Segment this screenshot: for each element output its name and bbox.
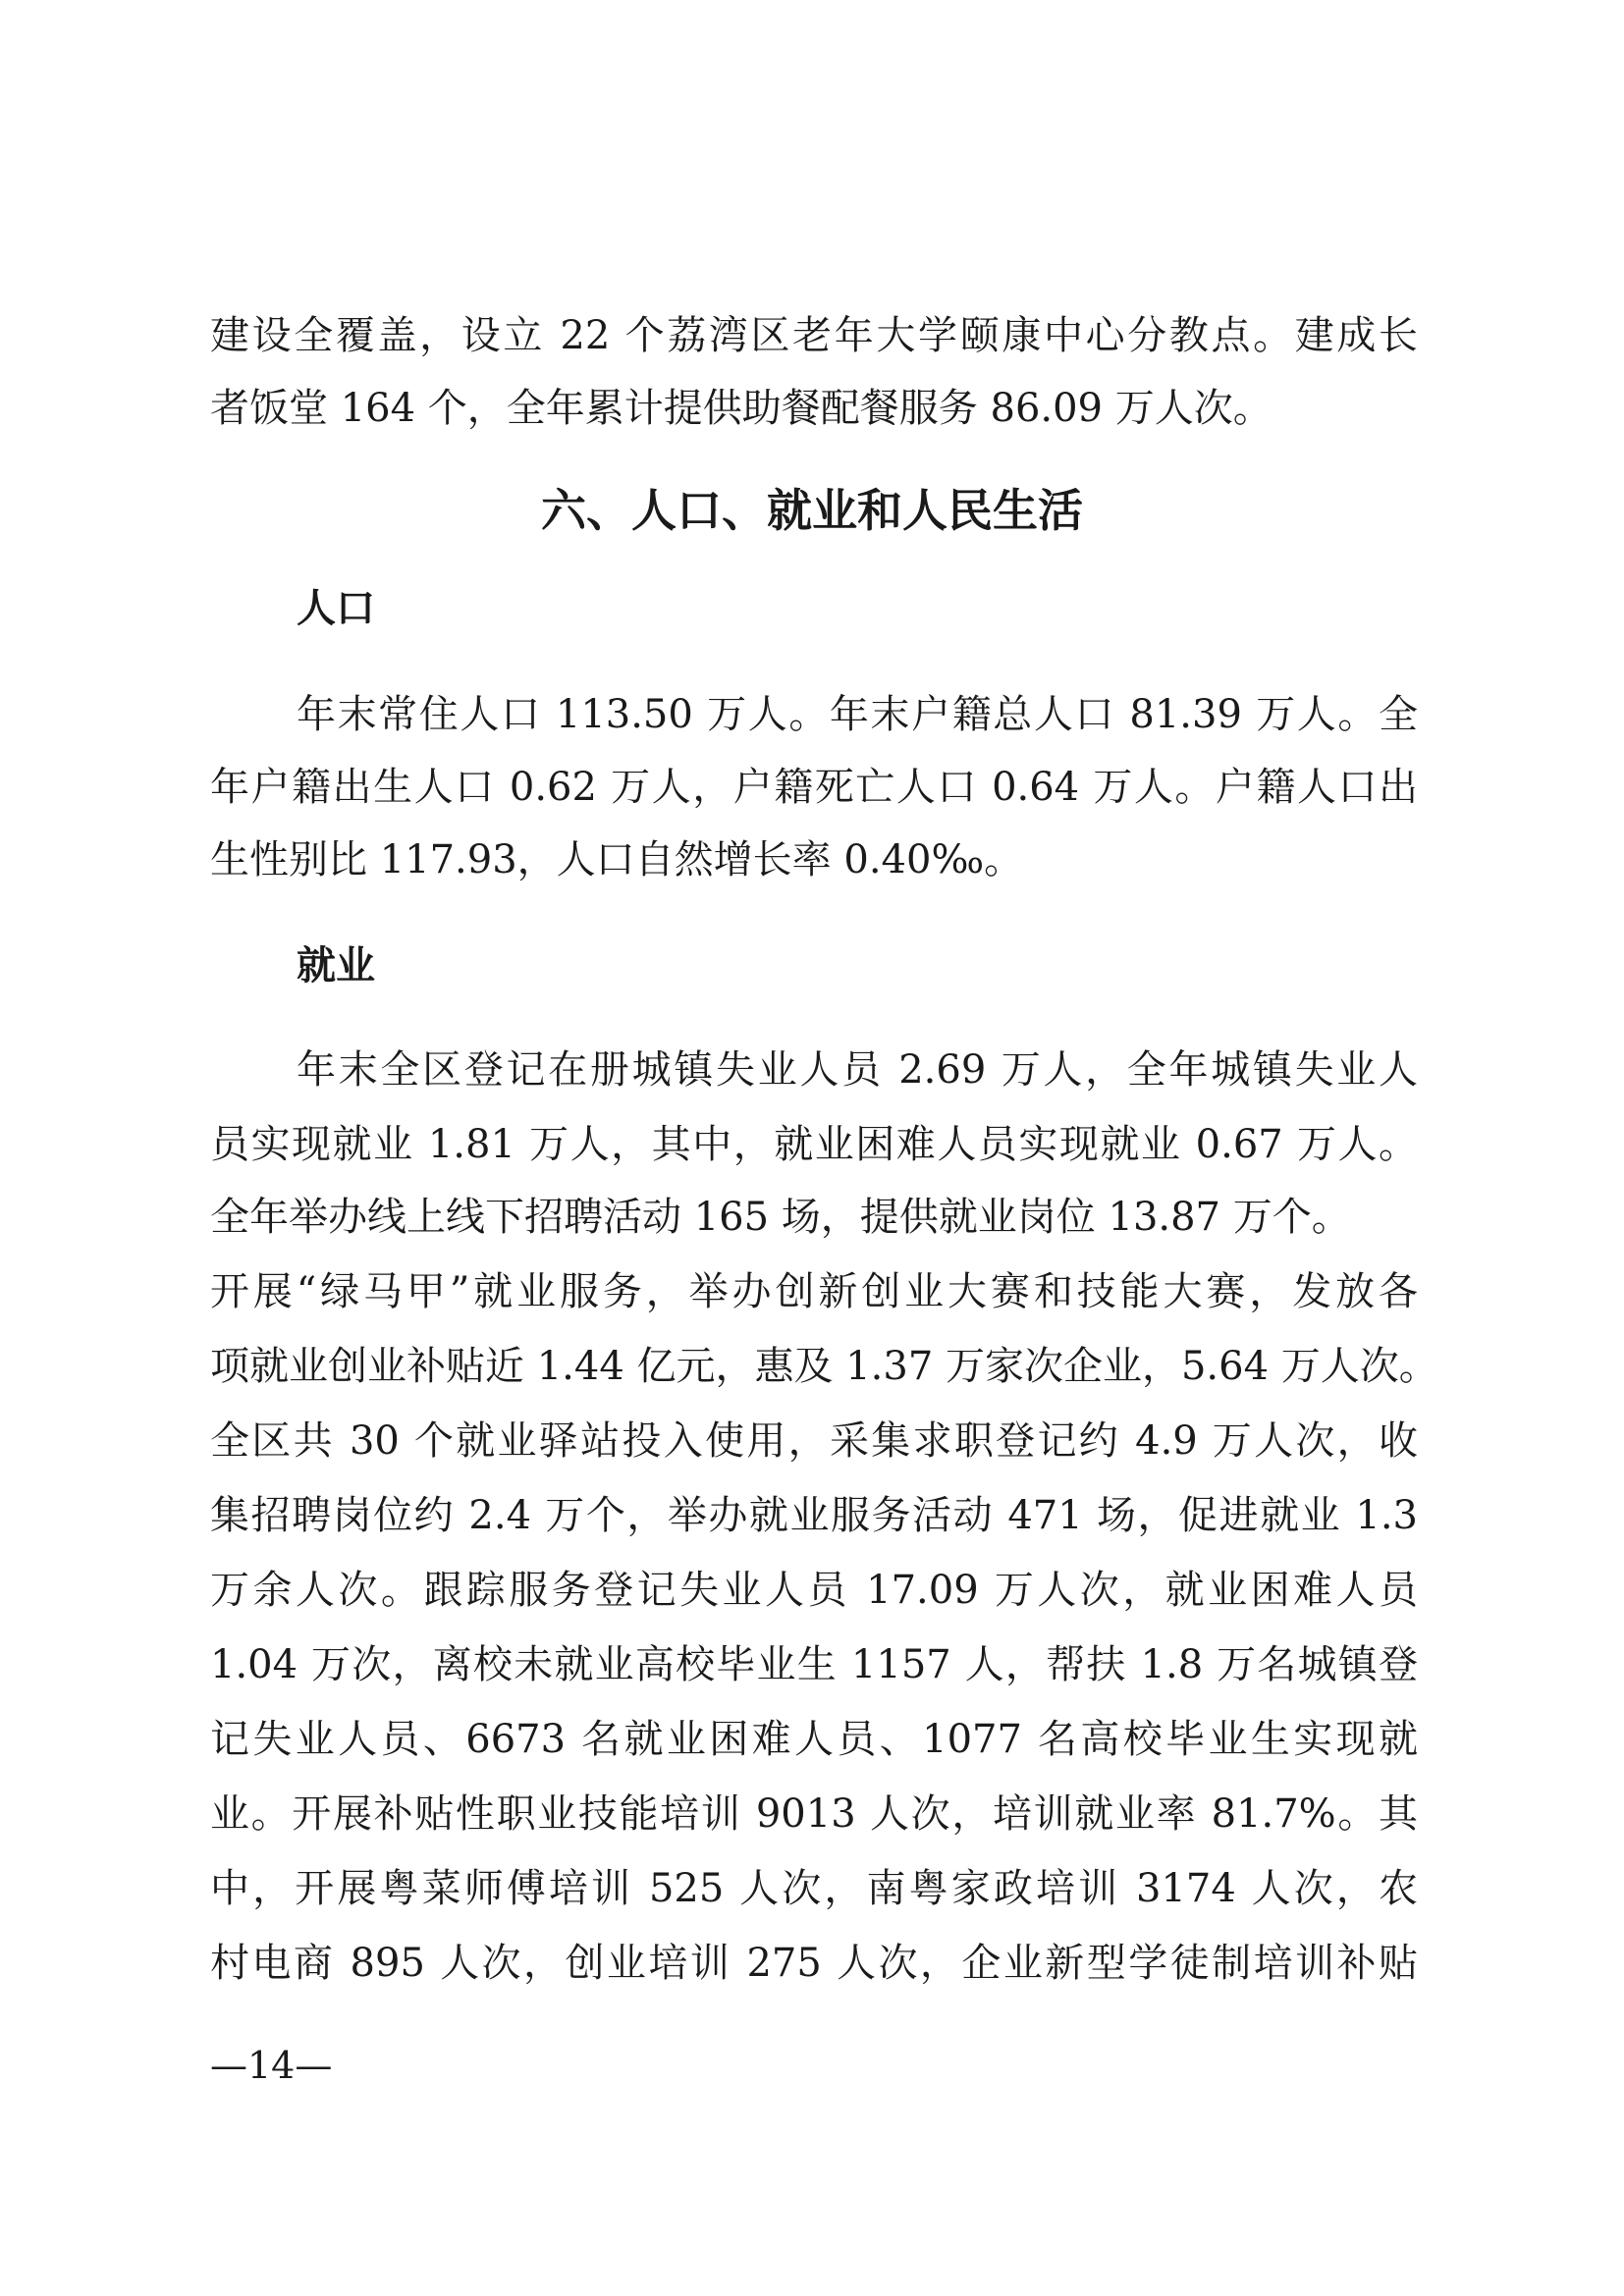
body-line: 开展“绿马甲”就业服务，举办创新创业大赛和技能大赛，发放各 <box>210 1269 1418 1314</box>
body-line: 1.04 万次，离校未就业高校毕业生 1157 人，帮扶 1.8 万名城镇登 <box>210 1642 1418 1687</box>
body-line: 全年举办线上线下招聘活动 165 场，提供就业岗位 13.87 万个。 <box>210 1195 1351 1240</box>
body-line: 中，开展粤菜师傅培训 525 人次，南粤家政培训 3174 人次，农 <box>210 1866 1418 1911</box>
subheading-employment: 就业 <box>297 943 375 988</box>
body-line: 年末常住人口 113.50 万人。年末户籍总人口 81.39 万人。全 <box>297 692 1418 737</box>
body-line: 业。开展补贴性职业技能培训 9013 人次，培训就业率 81.7%。其 <box>210 1791 1418 1837</box>
body-line: 项就业创业补贴近 1.44 亿元，惠及 1.37 万家次企业，5.64 万人次。 <box>210 1344 1438 1389</box>
subheading-population: 人口 <box>297 586 375 631</box>
body-line: 员实现就业 1.81 万人，其中，就业困难人员实现就业 0.67 万人。 <box>210 1122 1418 1167</box>
body-line: 年户籍出生人口 0.62 万人，户籍死亡人口 0.64 万人。户籍人口出 <box>210 765 1418 810</box>
body-line: 村电商 895 人次，创业培训 275 人次，企业新型学徒制培训补贴 <box>210 1941 1418 1986</box>
body-line: 生性别比 117.93，人口自然增长率 0.40‰。 <box>210 837 1024 882</box>
body-line: 全区共 30 个就业驿站投入使用，采集求职登记约 4.9 万人次，收 <box>210 1418 1418 1464</box>
body-line: 集招聘岗位约 2.4 万个，举办就业服务活动 471 场，促进就业 1.3 <box>210 1493 1418 1538</box>
section-title: 六、人口、就业和人民生活 <box>541 484 1083 537</box>
body-line: 记失业人员、6673 名就业困难人员、1077 名高校毕业生实现就 <box>210 1717 1418 1762</box>
page-number: —14— <box>210 2044 333 2087</box>
body-line: 者饭堂 164 个，全年累计提供助餐配餐服务 86.09 万人次。 <box>210 386 1272 431</box>
body-line: 年末全区登记在册城镇失业人员 2.69 万人，全年城镇失业人 <box>297 1047 1418 1093</box>
body-line: 万余人次。跟踪服务登记失业人员 17.09 万人次，就业困难人员 <box>210 1568 1418 1613</box>
body-line: 建设全覆盖，设立 22 个荔湾区老年大学颐康中心分教点。建成长 <box>210 313 1418 358</box>
